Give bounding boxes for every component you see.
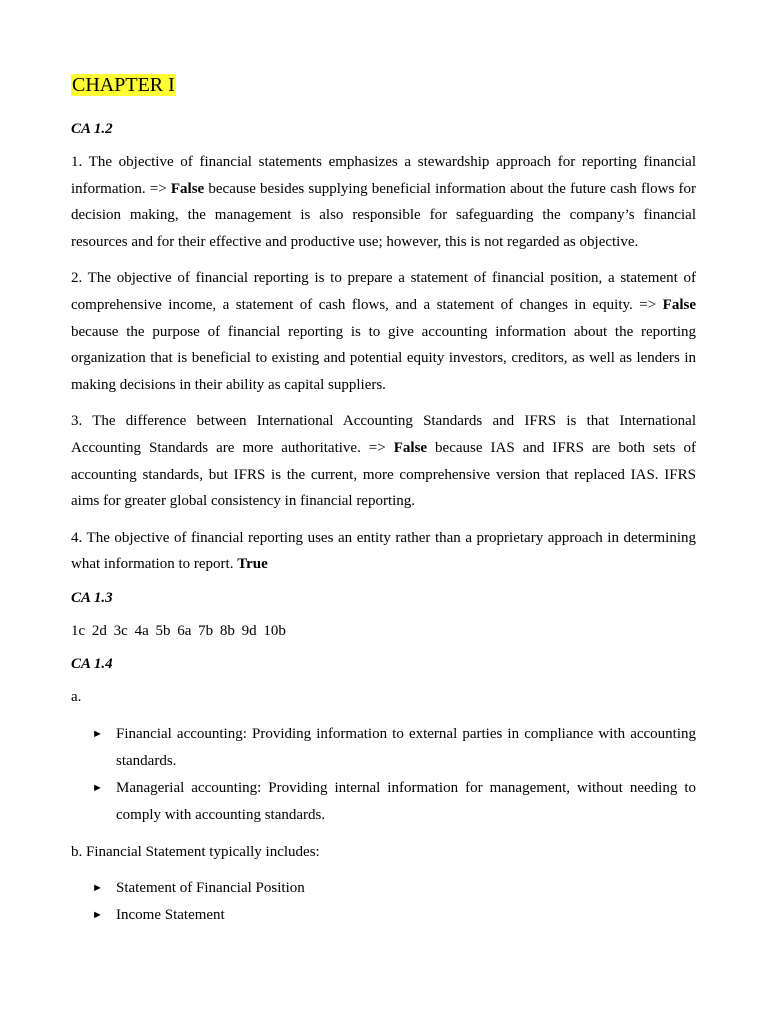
- section-heading-ca-1-2: CA 1.2: [71, 121, 113, 137]
- ca12-item-1-statement: 1. The objective of financial statements emphasizes a stewardship approach for reporting financial information. =>: [71, 154, 696, 197]
- ca14-part-a-label: a.: [71, 688, 82, 705]
- list-item: [92, 721, 696, 775]
- ca12-item-3-explanation: because IAS and IFRS are both sets of accounting standards, but IFRS is the current, more comprehensive version that replaced IAS. IFRS aims for greater global consistency in financial reporting.: [71, 439, 696, 510]
- ca12-item-2-explanation: because the purpose of financial reporting is to give accounting information about the reporting organization that is beneficial to existing and potential equity investors, creditors, as well as lenders in making decisions in their ability as capital suppliers.: [71, 323, 696, 393]
- document-content: [71, 72, 696, 939]
- list-item-text: Financial accounting: Providing information to external parties in compliance with accounting standards.: [116, 725, 696, 769]
- ca12-item-1: [71, 149, 696, 255]
- ca12-item-4-statement: 4. The objective of financial reporting uses an entity rather than a proprietary approach in determining what information to report.: [71, 529, 696, 573]
- list-item: [92, 902, 696, 929]
- ca12-item-3-statement: 3. The difference between International Accounting Standards and IFRS is that International Accounting Standards are more authoritative. =>: [71, 413, 696, 456]
- ca14-part-b-label: b. Financial Statement typically includes:: [71, 843, 320, 860]
- ca12-item-3-answer: False: [393, 439, 428, 456]
- arrow-bullet-icon: ►: [92, 909, 103, 922]
- ca12-item-1-answer: False: [170, 180, 205, 197]
- arrow-bullet-icon: ►: [92, 727, 103, 740]
- chapter-title: [71, 72, 696, 98]
- ca13-answer-key: 1c 2d 3c 4a 5b 6a 7b 8b 9d 10b: [71, 622, 286, 639]
- chapter-title-highlight: CHAPTER I: [72, 74, 175, 96]
- ca12-item-4-answer: True: [237, 556, 268, 573]
- ca12-item-2: [71, 265, 696, 398]
- arrow-bullet-icon: ►: [92, 781, 103, 794]
- ca12-item-4: [71, 525, 696, 578]
- ca14-part-b-list: [71, 875, 696, 929]
- ca12-item-2-statement: 2. The objective of financial reporting is to prepare a statement of financial position, a statement of comprehensive income, a statement of cash flows, and a statement of changes in equity. =>: [71, 270, 696, 313]
- section-heading-ca-1-4: CA 1.4: [71, 655, 113, 672]
- list-item: [92, 775, 696, 829]
- list-item-text: Managerial accounting: Providing internal information for management, without needing to comply with accounting standards.: [116, 779, 696, 823]
- arrow-bullet-icon: ►: [92, 882, 103, 895]
- ca12-item-1-explanation: because besides supplying beneficial information about the future cash flows for decision making, the management is also responsible for safeguarding the company’s financial resources and for their effective and productive use; however, this is not regarded as objective.: [71, 180, 696, 250]
- ca14-part-a-list: [71, 721, 696, 829]
- list-item-text: Statement of Financial Position: [116, 880, 305, 897]
- section-heading-ca-1-3: CA 1.3: [71, 589, 113, 606]
- list-item-text: Income Statement: [116, 907, 225, 924]
- ca12-item-3: [71, 408, 696, 514]
- ca12-item-2-answer: False: [662, 296, 696, 313]
- list-item: [92, 875, 696, 902]
